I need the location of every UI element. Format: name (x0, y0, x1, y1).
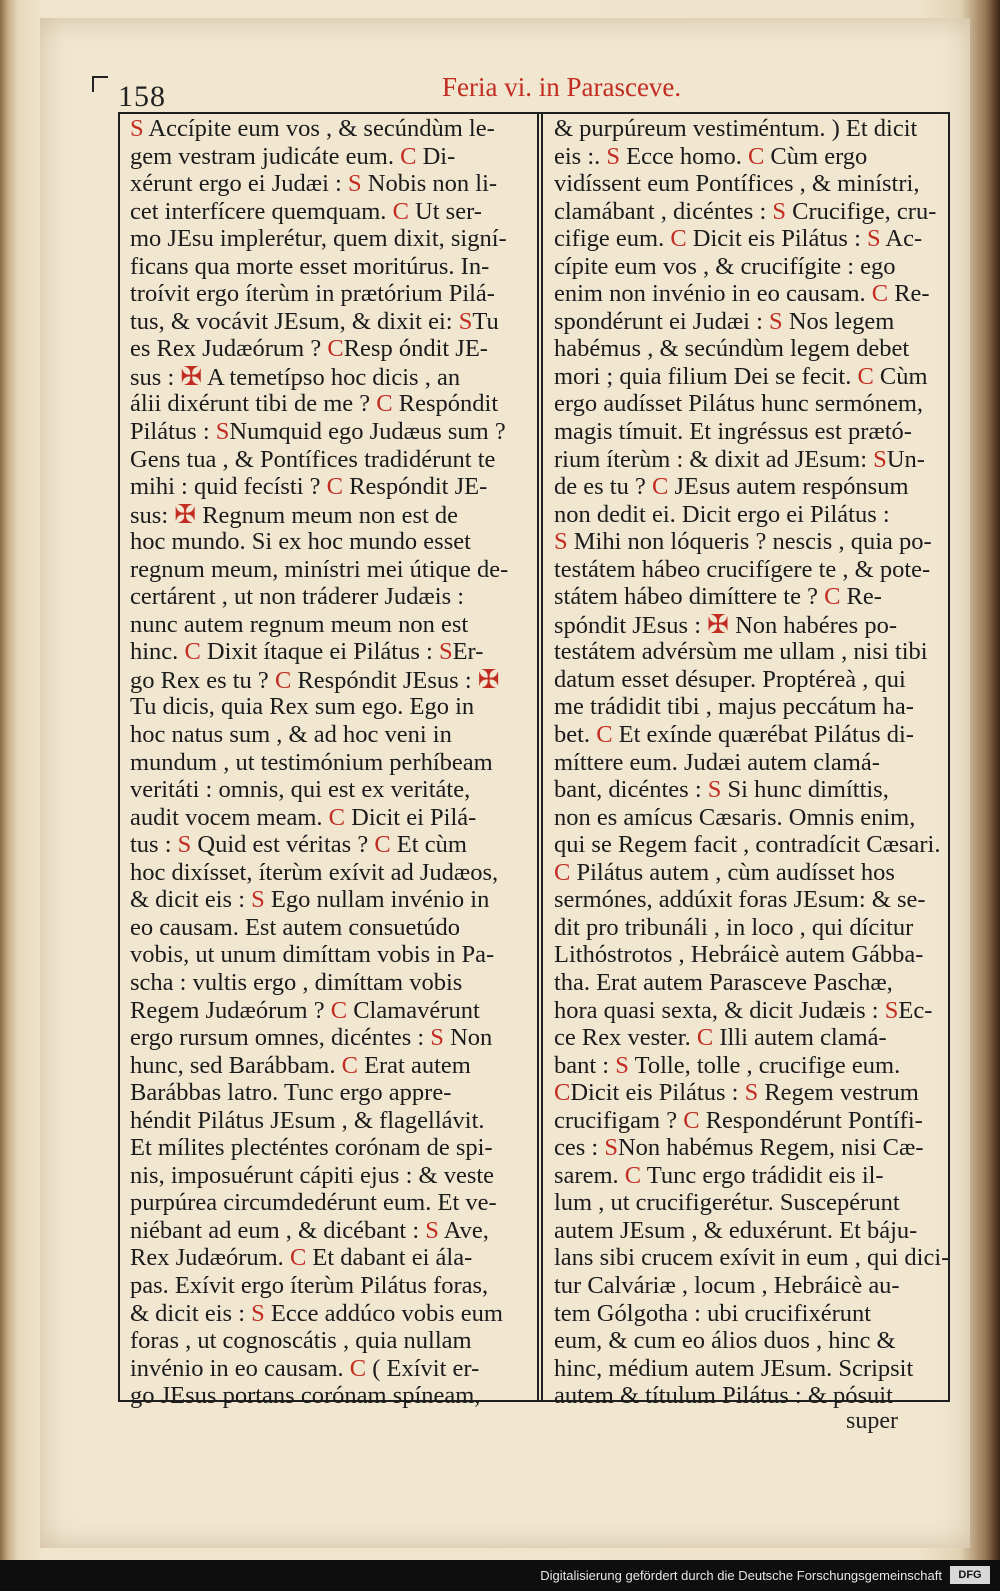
text-segment: scha : vultis ergo , dimíttam vobis (130, 968, 463, 996)
text-segment: ficans qua morte esset moritúrus. In- (130, 252, 490, 280)
text-line (130, 115, 530, 143)
text-segment: Respóndit JE- (343, 473, 488, 501)
text-segment: Tolle, tolle , crucifige eum. (628, 1051, 901, 1079)
text-segment: státem hábeo dimíttere te ? (554, 583, 825, 611)
text-line (554, 914, 946, 942)
text-line (130, 886, 530, 914)
text-segment: non es amícus Cæsaris. Omnis enim, (554, 803, 916, 831)
text-line (130, 198, 530, 226)
text-line (554, 831, 946, 859)
text-segment: ( Exívit er- (366, 1354, 480, 1382)
text-segment: xérunt ergo ei Judæi : (130, 170, 348, 198)
text-segment: hoc dixísset, íterùm exívit ad Judæos, (130, 858, 499, 886)
text-segment: troívit ergo íterùm in prætórium Pilá- (130, 280, 495, 308)
text-line (554, 1134, 946, 1162)
text-line (554, 556, 946, 584)
text-line (554, 666, 946, 694)
text-segment: álii dixérunt tibi de me ? (130, 390, 377, 418)
text-line (130, 638, 530, 666)
text-segment: Ego nullam invénio in (264, 886, 490, 914)
text-line (554, 969, 946, 997)
text-segment: Regem vestrum (758, 1079, 919, 1107)
rubric-marker: S (604, 1134, 618, 1162)
text-segment: lum , ut crucifigerétur. Suscepérunt (554, 1189, 900, 1217)
page-number: 158 (118, 80, 166, 113)
text-segment: Cùm (873, 362, 928, 390)
text-line (554, 473, 946, 501)
text-line (130, 721, 530, 749)
text-segment: Rex Judæórum. (130, 1244, 290, 1272)
rubric-marker: S (130, 115, 144, 142)
text-segment: Cùm ergo (764, 142, 868, 170)
text-line (554, 363, 946, 391)
text-segment: foras , ut cognoscátis , quia nullam (130, 1327, 472, 1355)
rubric-marker: C (554, 858, 571, 886)
text-segment: Crucifige, cru- (786, 197, 937, 225)
text-line (130, 693, 530, 721)
text-segment: sarem. (554, 1161, 625, 1189)
rubric-marker: C (554, 1079, 571, 1107)
text-line (554, 1024, 946, 1052)
text-line (554, 446, 946, 474)
rubric-marker: C (824, 583, 841, 611)
text-segment: Si hunc dimíttis, (721, 776, 889, 804)
text-segment: Erat autem (357, 1051, 471, 1079)
text-segment: Dicit eis Pilátus : (686, 225, 868, 253)
text-segment: Regnum meum non est de (196, 501, 459, 529)
text-line (130, 1052, 530, 1080)
text-line (130, 1024, 530, 1052)
rubric-marker: S (347, 170, 362, 198)
text-segment: testátem hábeo crucifígere te , & pote- (554, 555, 931, 583)
text-segment: me trádidit tibi , majus peccátum ha- (554, 693, 914, 721)
text-line (554, 638, 946, 666)
text-segment: habémus , & secúndùm legem debet (554, 335, 910, 363)
rubric-marker: C (326, 473, 343, 501)
rubric-marker: S (744, 1079, 759, 1107)
text-line (130, 170, 530, 198)
rubric-marker: C (651, 473, 669, 501)
text-line (554, 308, 946, 336)
text-segment: Dicit eis Pilátus : (570, 1079, 745, 1107)
text-segment: nis, imposuérunt cápiti ejus : & veste (130, 1161, 495, 1189)
text-segment: Ut ser- (408, 197, 482, 225)
text-line (130, 1107, 530, 1135)
footer-bar (0, 1560, 1000, 1591)
text-segment: tur Calváriæ , locum , Hebráicè au- (554, 1271, 900, 1299)
rubric-marker: C (400, 142, 417, 170)
rubric-marker: S (177, 831, 192, 859)
text-segment: purpúrea circumdedérunt eum. Et ve- (130, 1189, 497, 1217)
text-segment: gem vestram judicáte eum. (130, 142, 401, 170)
text-line (554, 1107, 946, 1135)
text-line (554, 1300, 946, 1328)
text-line (130, 253, 530, 281)
text-line (130, 1162, 530, 1190)
text-segment: clamábant , dicéntes : (554, 197, 773, 225)
rubric-marker: S (554, 528, 568, 556)
text-segment: mori ; quia filium Dei se fecit. (554, 362, 858, 390)
text-segment: Accípite eum vos , & secúndùm le- (143, 115, 495, 142)
text-line (130, 583, 530, 611)
left-column (130, 115, 530, 1410)
dfg-logo: DFG (950, 1566, 990, 1584)
text-line (130, 143, 530, 171)
text-line (554, 1382, 946, 1410)
text-segment: go JEsus portans corónam spíneam, (130, 1382, 481, 1410)
text-segment: Numquid ego Judæus sum ? (229, 418, 506, 446)
text-line (130, 611, 530, 639)
text-segment: héndit Pilátus JEsum , & flagellávit. (130, 1106, 485, 1134)
text-line (130, 997, 530, 1025)
text-line (554, 143, 946, 171)
text-segment: tus : (130, 831, 178, 859)
text-segment: ergo rursum omnes, dicéntes : (130, 1024, 431, 1052)
text-segment: Lithóstrotos , Hebráicè autem Gábba- (554, 941, 924, 969)
text-segment: JEsus autem respónsum (668, 473, 909, 501)
text-line (130, 1382, 530, 1410)
text-segment: eum, & cum eo álios duos , hinc & (554, 1327, 896, 1355)
text-segment: sus : (130, 363, 181, 391)
text-line (130, 528, 530, 556)
text-segment: bant : (554, 1051, 616, 1079)
text-segment: es Rex Judæórum ? (130, 335, 328, 363)
text-segment: non dedit ei. Dicit ergo ei Pilátus : (554, 500, 890, 528)
text-segment: Pilátus : (130, 418, 216, 446)
rubric-marker: C (624, 1161, 642, 1189)
text-segment: Nobis non li- (361, 170, 498, 198)
rubric-marker: S (867, 225, 881, 253)
text-segment: Ave, (438, 1216, 489, 1244)
text-segment: bet. (554, 721, 597, 749)
text-segment: nunc autem regnum meum non est (130, 610, 469, 638)
text-segment: crucifigam ? (554, 1106, 684, 1134)
text-segment: rium íterùm : & dixit ad JEsum: (554, 445, 874, 473)
rubric-marker: C (871, 280, 889, 308)
rubric-marker: S (458, 307, 473, 335)
rubric-marker: S (606, 142, 621, 170)
text-segment: veritáti : omnis, qui est ex veritáte, (130, 776, 471, 804)
text-segment: magis tímuit. Et ingréssus est prætó- (554, 418, 912, 446)
text-segment: spondérunt ei Judæi : (554, 307, 770, 335)
text-segment: certárent , ut non tráderer Judæis : (130, 583, 465, 611)
text-segment: qui se Regem facit , contradícit Cæsari. (554, 831, 941, 859)
text-segment: invénio in eo causam. (130, 1354, 350, 1382)
cross-icon: ✠ (707, 609, 729, 639)
rubric-marker: S (769, 307, 783, 335)
text-line (130, 308, 530, 336)
rubric-marker: C (670, 225, 687, 253)
text-segment: Respóndit JEsus : (291, 666, 478, 694)
text-segment: go Rex es tu ? (130, 666, 275, 694)
rubric-marker: S (430, 1024, 444, 1052)
rubric-marker: C (341, 1051, 358, 1079)
text-line (554, 1355, 946, 1383)
text-segment: hinc. (130, 638, 185, 666)
text-segment: Nos legem (782, 307, 895, 335)
text-line (554, 776, 946, 804)
rubric-marker: C (392, 197, 409, 225)
text-line (130, 363, 530, 391)
text-segment: Di- (416, 142, 456, 170)
text-line (130, 914, 530, 942)
text-line (554, 390, 946, 418)
text-segment: Mihi non lóqueris ? nescis , quia po- (567, 528, 932, 556)
text-line (554, 997, 946, 1025)
rubric-marker: S (615, 1051, 629, 1079)
text-segment: hora quasi sexta, & dicit Judæis : (554, 996, 885, 1024)
text-segment: Er- (452, 638, 484, 666)
text-line (130, 831, 530, 859)
text-line (130, 473, 530, 501)
text-line (130, 1244, 530, 1272)
text-segment: Non habéres po- (728, 611, 897, 639)
cross-icon: ✠ (477, 664, 500, 694)
text-segment: Un- (886, 445, 925, 473)
rubric-marker: S (772, 197, 787, 225)
text-segment: ce Rex vester. (554, 1024, 697, 1052)
text-line (130, 390, 530, 418)
text-line (554, 280, 946, 308)
corner-mark (92, 76, 108, 92)
text-line (554, 941, 946, 969)
text-line (130, 1327, 530, 1355)
text-segment: & purpúreum vestiméntum. ) Et dicit (554, 115, 918, 142)
text-segment: A temetípso hoc dicis , an (202, 363, 461, 391)
rubric-marker: S (215, 418, 230, 446)
text-segment: Quid est véritas ? (191, 831, 375, 859)
text-line (554, 335, 946, 363)
column-rule (541, 112, 543, 1402)
text-segment: Et dabant ei ála- (306, 1244, 473, 1272)
text-segment: Dicit ei Pilá- (345, 803, 477, 831)
text-segment: Et exínde quærébat Pilátus di- (612, 721, 914, 749)
right-column (554, 115, 950, 1410)
text-segment: tem Gólgotha : ubi crucifixérunt (554, 1299, 872, 1327)
text-line (554, 1272, 946, 1300)
text-segment: autem JEsum , & eduxérunt. Et báju- (554, 1216, 918, 1244)
rubric-marker: C (596, 721, 613, 749)
rubric-marker: C (696, 1024, 714, 1052)
text-segment: autem & títulum Pilátus : & pósuit (554, 1382, 893, 1410)
text-line (130, 1079, 530, 1107)
text-segment: cifige eum. (554, 225, 671, 253)
text-segment: Non habémus Regem, nisi Cæ- (617, 1134, 924, 1162)
text-line (130, 225, 530, 253)
text-line (130, 1272, 530, 1300)
text-line (554, 418, 946, 446)
text-line (130, 1189, 530, 1217)
text-line (554, 198, 946, 226)
text-line (554, 749, 946, 777)
text-segment: sermónes, addúxit foras JEsum: & se- (554, 886, 926, 914)
text-line (554, 721, 946, 749)
text-segment: niébant ad eum , & dicébant : (130, 1216, 426, 1244)
text-segment: vidíssent eum Pontífices , & minístri, (554, 170, 920, 198)
text-line (554, 225, 946, 253)
text-segment: Tu dicis, quia Rex sum ego. Ego in (130, 693, 475, 721)
text-segment: hoc mundo. Si ex hoc mundo esset (130, 528, 471, 556)
text-line (130, 501, 530, 529)
column-rule (537, 112, 539, 1402)
text-line (554, 804, 946, 832)
text-segment: & dicit eis : (130, 886, 252, 914)
text-segment: eis :. (554, 142, 607, 170)
text-line (554, 1052, 946, 1080)
running-head: Feria vi. in Parasceve. (442, 72, 682, 102)
text-segment: Respondérunt Pontífi- (699, 1106, 923, 1134)
text-line (130, 776, 530, 804)
rubric-marker: C (349, 1354, 367, 1382)
text-line (554, 1079, 946, 1107)
text-segment: cípite eum vos , & crucifígite : ego (554, 252, 896, 280)
text-line (554, 253, 946, 281)
rubric-marker: S (884, 996, 899, 1024)
text-line (130, 941, 530, 969)
rubric-marker: C (328, 803, 345, 831)
text-segment: Dixit ítaque ei Pilátus : (200, 638, 439, 666)
text-segment: hinc, médium autem JEsum. Scripsit (554, 1354, 914, 1382)
rubric-marker: C (289, 1244, 307, 1272)
rubric-marker: C (274, 666, 292, 694)
text-segment: hoc natus sum , & ad hoc veni in (130, 721, 452, 749)
text-line (554, 611, 946, 639)
cross-icon: ✠ (174, 499, 197, 529)
text-segment: tha. Erat autem Parasceve Paschæ, (554, 968, 893, 996)
rubric-marker: C (857, 362, 874, 390)
text-segment: Re- (840, 583, 882, 611)
text-segment: Et cùm (390, 831, 467, 859)
rubric-marker: S (251, 886, 265, 914)
rubric-marker: C (330, 996, 348, 1024)
text-line (130, 859, 530, 887)
text-segment: mundum , ut testimónium perhíbeam (130, 748, 493, 776)
text-segment: hunc, sed Barábbam. (130, 1051, 342, 1079)
text-line (554, 1217, 946, 1245)
text-segment: datum esset désuper. Proptéreà , qui (554, 665, 906, 693)
text-line (554, 115, 946, 143)
text-segment: Ecce addúco vobis eum (264, 1299, 503, 1327)
text-segment: Ec- (898, 996, 933, 1024)
rubric-marker: C (184, 638, 201, 666)
text-line (554, 886, 946, 914)
rubric-marker: C (327, 335, 344, 363)
text-segment: Illi autem clamá- (713, 1024, 887, 1052)
rubric-marker: S (873, 445, 887, 473)
text-segment: Tunc ergo trádidit eis il- (641, 1161, 884, 1189)
rubric-marker: S (707, 776, 722, 804)
text-segment: vobis, ut unum dimíttam vobis in Pa- (130, 941, 495, 969)
rubric-marker: S (251, 1299, 265, 1327)
text-line (130, 1355, 530, 1383)
text-line (130, 280, 530, 308)
text-segment: Respóndit (392, 390, 499, 418)
text-line (130, 446, 530, 474)
text-segment: lans sibi crucem exívit in eum , qui dici- (554, 1244, 950, 1272)
text-line (130, 1300, 530, 1328)
text-segment: mo JEsu implerétur, quem dixit, signí- (130, 225, 507, 253)
text-line (554, 501, 946, 529)
text-segment: Re- (888, 280, 930, 308)
text-segment: de es tu ? (554, 473, 652, 501)
text-segment: Non (443, 1024, 493, 1052)
text-line (130, 666, 530, 694)
text-line (130, 418, 530, 446)
rubric-marker: S (425, 1216, 439, 1244)
text-segment: Barábbas latro. Tunc ergo appre- (130, 1079, 452, 1107)
text-segment: enim non invénio in eo causam. (554, 280, 872, 308)
text-segment: Et mílites plecténtes corónam de spi- (130, 1134, 493, 1162)
text-segment: audit vocem meam. (130, 803, 329, 831)
text-line (130, 1217, 530, 1245)
text-segment: spóndit JEsus : (554, 611, 708, 639)
text-line (130, 804, 530, 832)
text-segment: sus: (130, 501, 175, 529)
catchword: super (846, 1408, 898, 1434)
text-line (130, 1134, 530, 1162)
text-segment: míttere eum. Judæi autem clamá- (554, 748, 880, 776)
rubric-marker: C (374, 831, 391, 859)
text-line (130, 335, 530, 363)
text-segment: Gens tua , & Pontífices tradidérunt te (130, 445, 496, 473)
text-segment: eo causam. Est autem consuetúdo (130, 913, 460, 941)
text-segment: Regem Judæórum ? (130, 996, 331, 1024)
rubric-marker: S (438, 638, 453, 666)
text-segment: Pilátus autem , cùm audísset hos (570, 858, 895, 886)
text-segment: ergo audísset Pilátus hunc sermónem, (554, 390, 924, 418)
text-line (554, 528, 946, 556)
text-segment: testátem advérsùm me ullam , nisi tibi (554, 638, 928, 666)
text-segment: Clamavérunt (347, 996, 480, 1024)
text-segment: regnum meum, minístri mei útique de- (130, 555, 509, 583)
text-segment: Resp óndit JE- (343, 335, 488, 363)
text-segment: dit pro tribunáli , in loco , qui dícitur (554, 913, 914, 941)
text-segment: Ac- (880, 225, 923, 253)
cross-icon: ✠ (180, 361, 203, 391)
text-line (554, 1189, 946, 1217)
text-line (554, 583, 946, 611)
text-segment: pas. Exívit ergo íterùm Pilátus foras, (130, 1271, 489, 1299)
text-line (554, 1162, 946, 1190)
text-segment: bant, dicéntes : (554, 776, 708, 804)
text-line (554, 693, 946, 721)
text-segment: ces : (554, 1134, 605, 1162)
rubric-marker: C (747, 142, 765, 170)
text-segment: cet interfícere quemquam. (130, 197, 393, 225)
text-segment: mihi : quid fecísti ? (130, 473, 327, 501)
text-line (130, 749, 530, 777)
funding-notice: Digitalisierung gefördert durch die Deutsche Forschungsgemeinschaft (540, 1568, 942, 1583)
rubric-marker: C (376, 390, 393, 418)
text-line (130, 556, 530, 584)
text-line (554, 859, 946, 887)
text-line (554, 1327, 946, 1355)
text-segment: tus, & vocávit JEsum, & dixit ei: (130, 307, 459, 335)
text-line (554, 1244, 950, 1272)
text-segment: Tu (472, 307, 499, 335)
text-segment: & dicit eis : (130, 1299, 252, 1327)
text-line (130, 969, 530, 997)
rubric-marker: C (683, 1106, 700, 1134)
text-line (554, 170, 946, 198)
text-segment: Ecce homo. (620, 142, 748, 170)
